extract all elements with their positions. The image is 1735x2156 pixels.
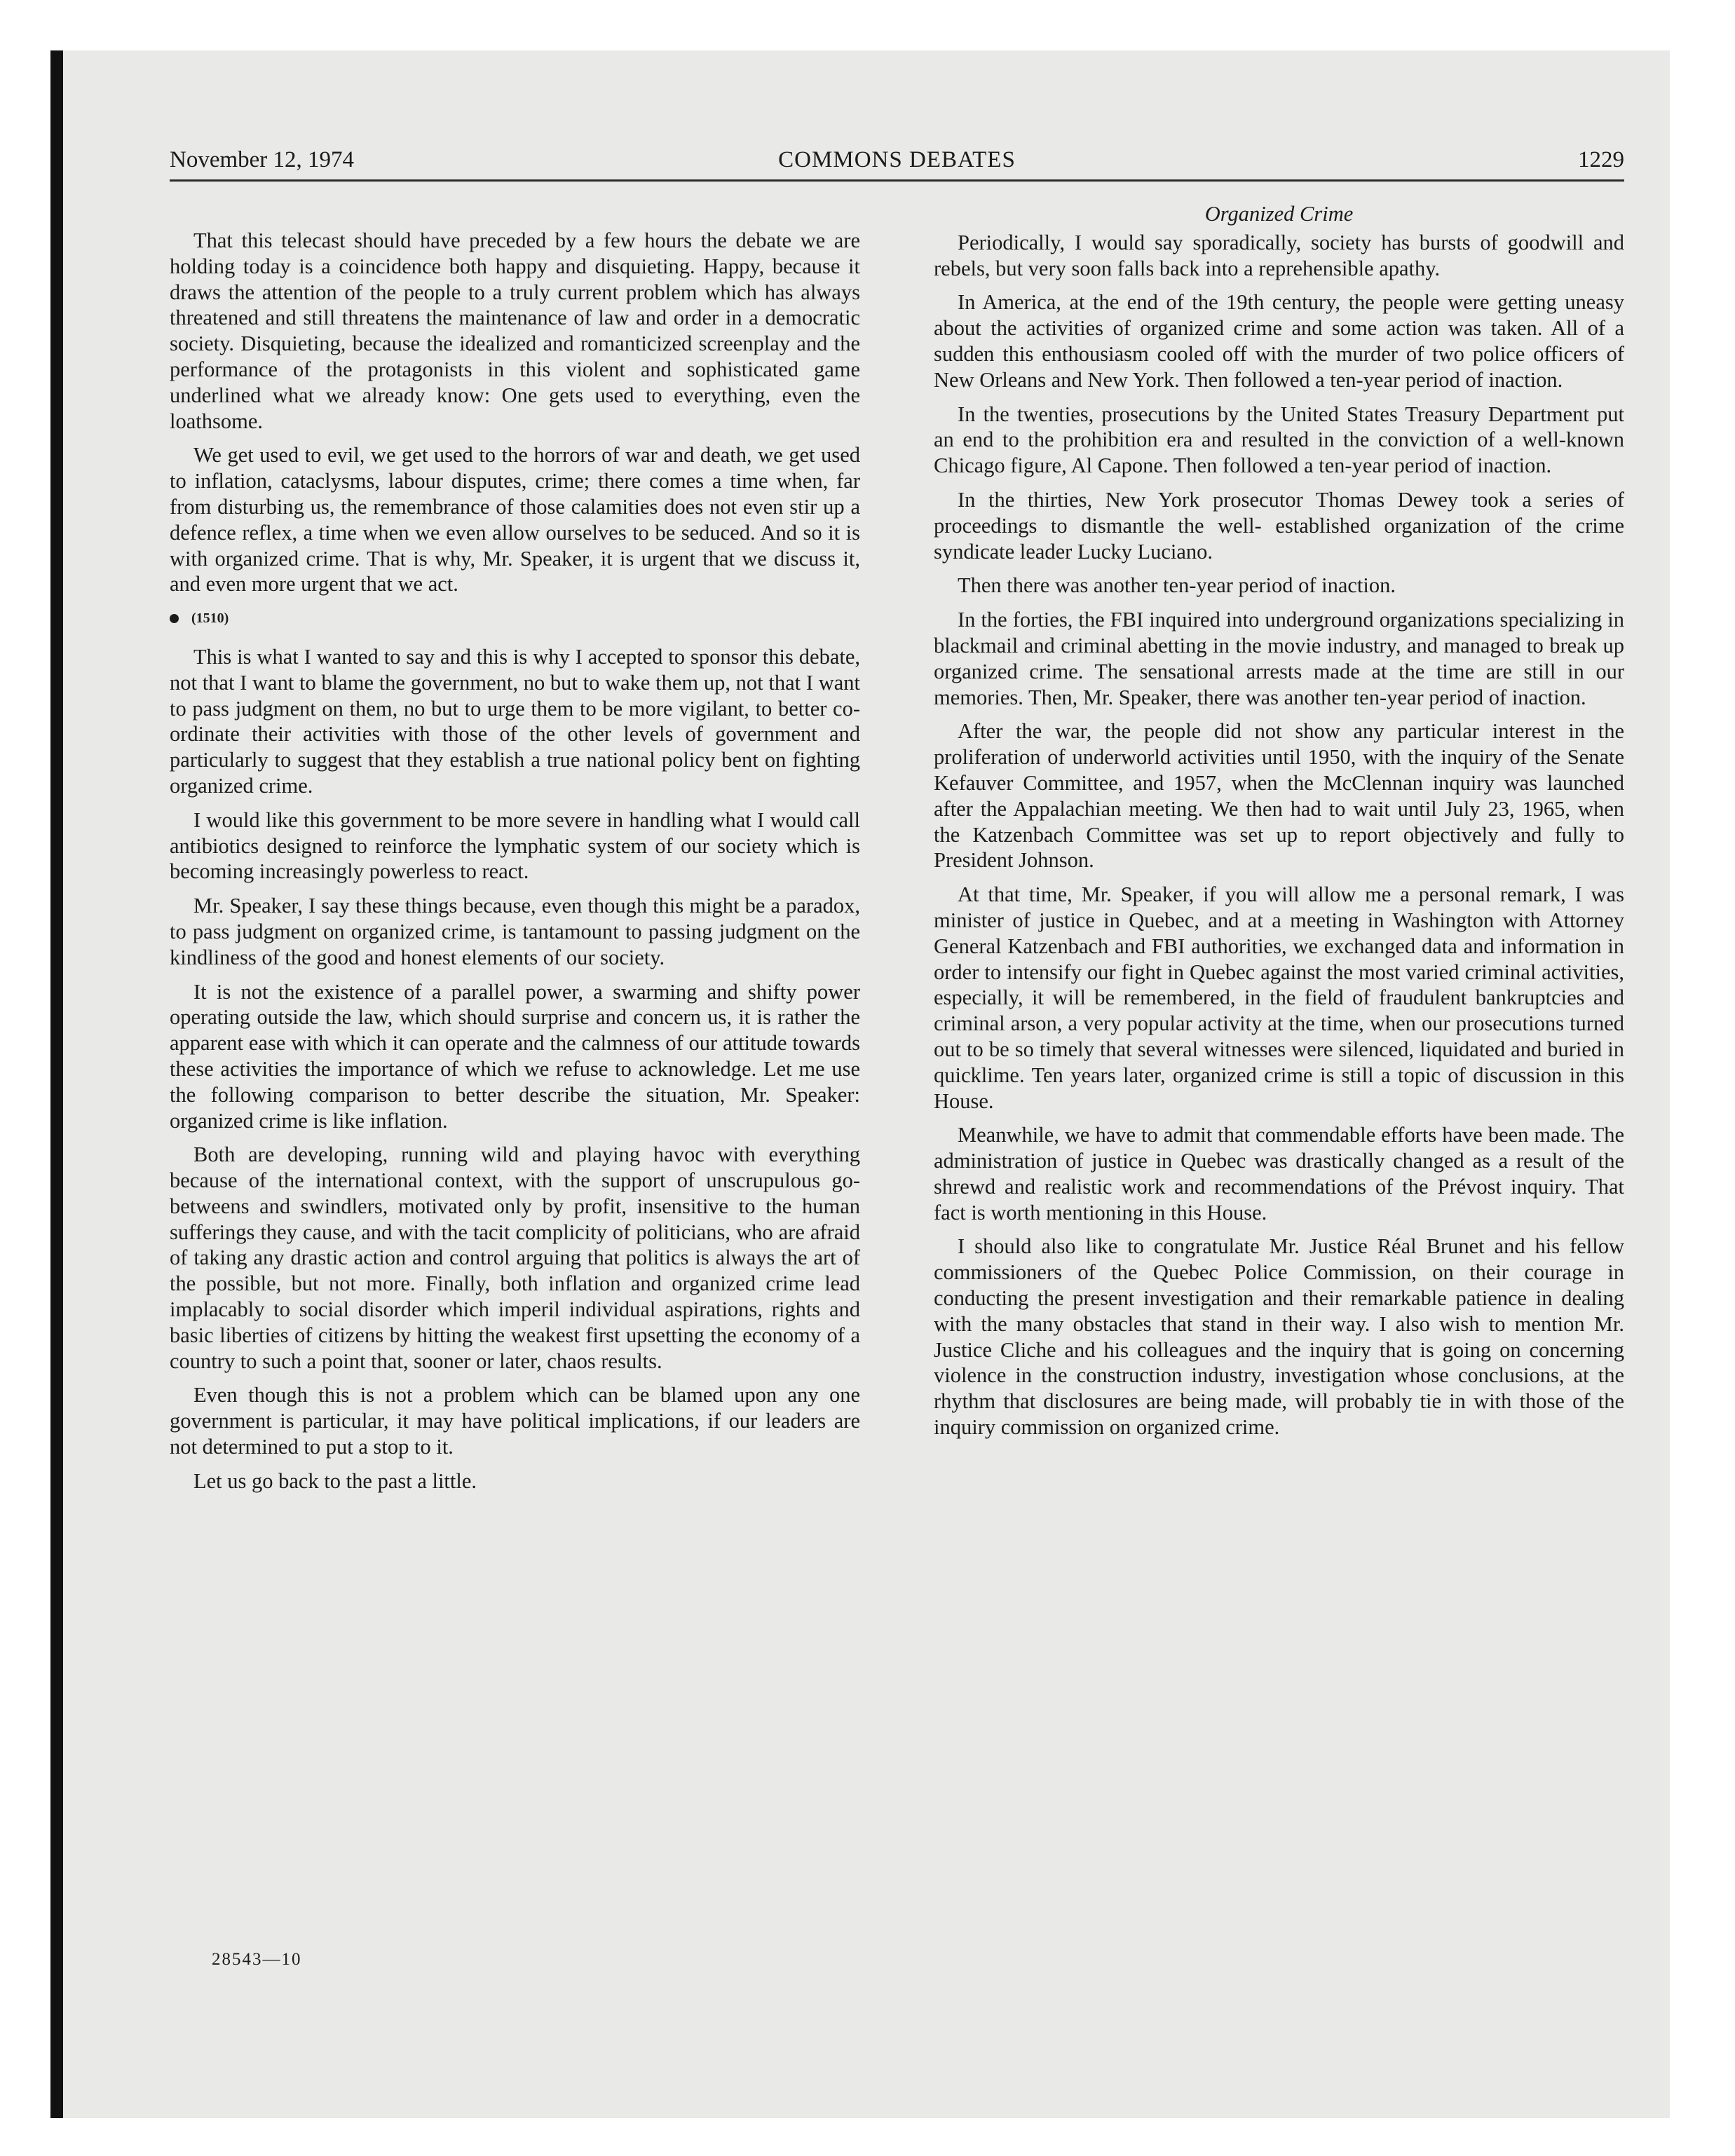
paragraph: Periodically, I would say sporadically, society has bursts of goodwill and rebels, but very soon falls back into a reprehensible apathy. (934, 230, 1624, 280)
time-marker (170, 606, 860, 632)
binding-edge (50, 50, 63, 2118)
paragraph: I would like this government to be more severe in handling what I would call antibiotics designed to reinforce the lymphatic system of our society which is becoming increasingly powerless to react. (170, 807, 860, 884)
paragraph: At that time, Mr. Speaker, if you will allow me a personal remark, I was minister of justice in Quebec, and at a meeting in Washington with Attorney General Katzenbach and FBI authorities, we exchanged data and information in order to intensify our fight in Quebec against the most varied criminal activities, especially, it will be remembered, in the field of fraudulent bankruptcies and criminal arson, a very popular activity at the time, when our prosecutions turned out to be so timely that several witnesses were silenced, liquidated and buried in quicklime. Ten years later, organized crime is still a topic of discussion in this House. (934, 882, 1624, 1113)
paragraph: Even though this is not a problem which can be blamed upon any one government is particular, it may have political implications, if our leaders are not determined to put a stop to it. (170, 1383, 860, 1459)
paragraph: Then there was another ten-year period of inaction. (958, 573, 1396, 598)
right-column (934, 201, 1624, 1449)
paragraph: Both are developing, running wild and playing havoc with everything because of the international context, with the support of unscrupulous go-betweens and swindlers, motivated only by profit, insensitive to the human sufferings they cause, and with the tacit complicity of politicians, who are afraid of taking any drastic action and control arguing that politics is always the art of the possible, but not more. Finally, both inflation and organized crime lead implacably to social disorder which imperil individual aspirations, rights and basic liberties of citizens by hitting the weakest first upsetting the economy of a country to such a point that, sooner or later, chaos results. (170, 1142, 860, 1373)
paragraph: In the forties, the FBI inquired into underground organizations specializing in blackmail and criminal abetting in the movie industry, and managed to break up organized crime. The sensational arrests made at the time are still in our memories. Then, Mr. Speaker, there was another ten-year period of inaction. (934, 608, 1624, 709)
paragraph: In the thirties, New York prosecutor Thomas Dewey took a series of proceedings to dismantle the well- established organization of the crime syndicate leader Lucky Luciano. (934, 487, 1624, 564)
running-header (170, 140, 1624, 182)
page-number: 1229 (1578, 147, 1624, 172)
paragraph: That this telecast should have preceded by a few hours the debate we are holding today is a coincidence both happy and disquieting. Happy, because it draws the attention of the people to a truly current problem which has always threatened and still threatens the maintenance of law and order in a democratic society. Disquieting, because the idealized and romanticized screenplay and the performance of the protagonists in this violent and sophisticated game underlined what we already know: One gets used to everything, even the loathsome. (170, 228, 860, 433)
section-subheading: Organized Crime (1204, 202, 1354, 226)
header-title: COMMONS DEBATES (778, 147, 1016, 172)
paragraph: It is not the existence of a parallel power, a swarming and shifty power operating outside the law, which should surprise and concern us, it is rather the apparent ease with which it can operate and the calmness of our attitude towards these activities the importance of which we refuse to acknowledge. Let me use the following comparison to better describe the situation, Mr. Speaker: organized crime is like inflation. (170, 979, 860, 1133)
paragraph: Meanwhile, we have to admit that commendable efforts have been made. The administration of justice in Quebec was drastically changed as a result of the shrewd and realistic work and recommendations of the Prévost inquiry. That fact is worth mentioning in this House. (934, 1123, 1624, 1224)
footer-print-code: 28543—10 (212, 1950, 302, 1969)
paragraph: We get used to evil, we get used to the horrors of war and death, we get used to inflation, cataclysms, labour disputes, crime; there comes a time when, far from disturbing us, the remembrance of those calamities does not even stir up a defence reflex, a time when we even allow ourselves to be seduced. And so it is with organized crime. That is why, Mr. Speaker, it is urgent that we discuss it, and even more urgent that we act. (170, 443, 860, 596)
bullet-icon (170, 614, 179, 623)
paragraph: I should also like to congratulate Mr. Justice Réal Brunet and his fellow commissioners of the Quebec Police Commission, on their courage in conducting the present investigation and their remarkable patience in dealing with the many obstacles that stand in their way. I also wish to mention Mr. Justice Cliche and his colleagues and the inquiry that is going on concerning violence in the construction industry, investigation whose conclusions, at the rhythm that disclosures are being made, will probably tie in with those of the inquiry commission on organized crime. (934, 1234, 1624, 1440)
paragraph: Let us go back to the past a little. (193, 1468, 477, 1493)
time-marker-label: (1510) (191, 610, 229, 627)
paragraph: In America, at the end of the 19th century, the people were getting uneasy about the activities of organized crime and some action was taken. All of a sudden this enthousiasm cooled off with the murder of two police officers of New Orleans and New York. Then followed a ten-year period of inaction. (934, 290, 1624, 392)
paragraph: This is what I wanted to say and this is why I accepted to sponsor this debate, not that I want to blame the government, no but to wake them up, not that I want to pass judgment on them, no but to urge them to be more vigilant, to better co-ordinate their activities with those of the other levels of government and particularly to suggest that they establish a true national policy bent on fighting organized crime. (170, 644, 860, 798)
paragraph: After the war, the people did not show any particular interest in the proliferation of underworld activities until 1950, with the inquiry of the Senate Kefauver Committee, and 1957, when the McClennan inquiry was launched after the Appalachian meeting. We then had to wait until July 23, 1965, when the Katzenbach Committee was set up to report objectively and fully to President Johnson. (934, 719, 1624, 873)
paragraph: In the twenties, prosecutions by the United States Treasury Department put an end to the prohibition era and resulted in the conviction of a well-known Chicago figure, Al Capone. Then followed a ten-year period of inaction. (934, 402, 1624, 478)
paragraph: Mr. Speaker, I say these things because, even though this might be a paradox, to pass judgment on organized crime, is tantamount to passing judgment on the kindliness of the good and honest elements of our society. (170, 894, 860, 969)
left-column (170, 201, 860, 1503)
scanned-page (50, 50, 1670, 2118)
header-date: November 12, 1974 (170, 147, 355, 172)
